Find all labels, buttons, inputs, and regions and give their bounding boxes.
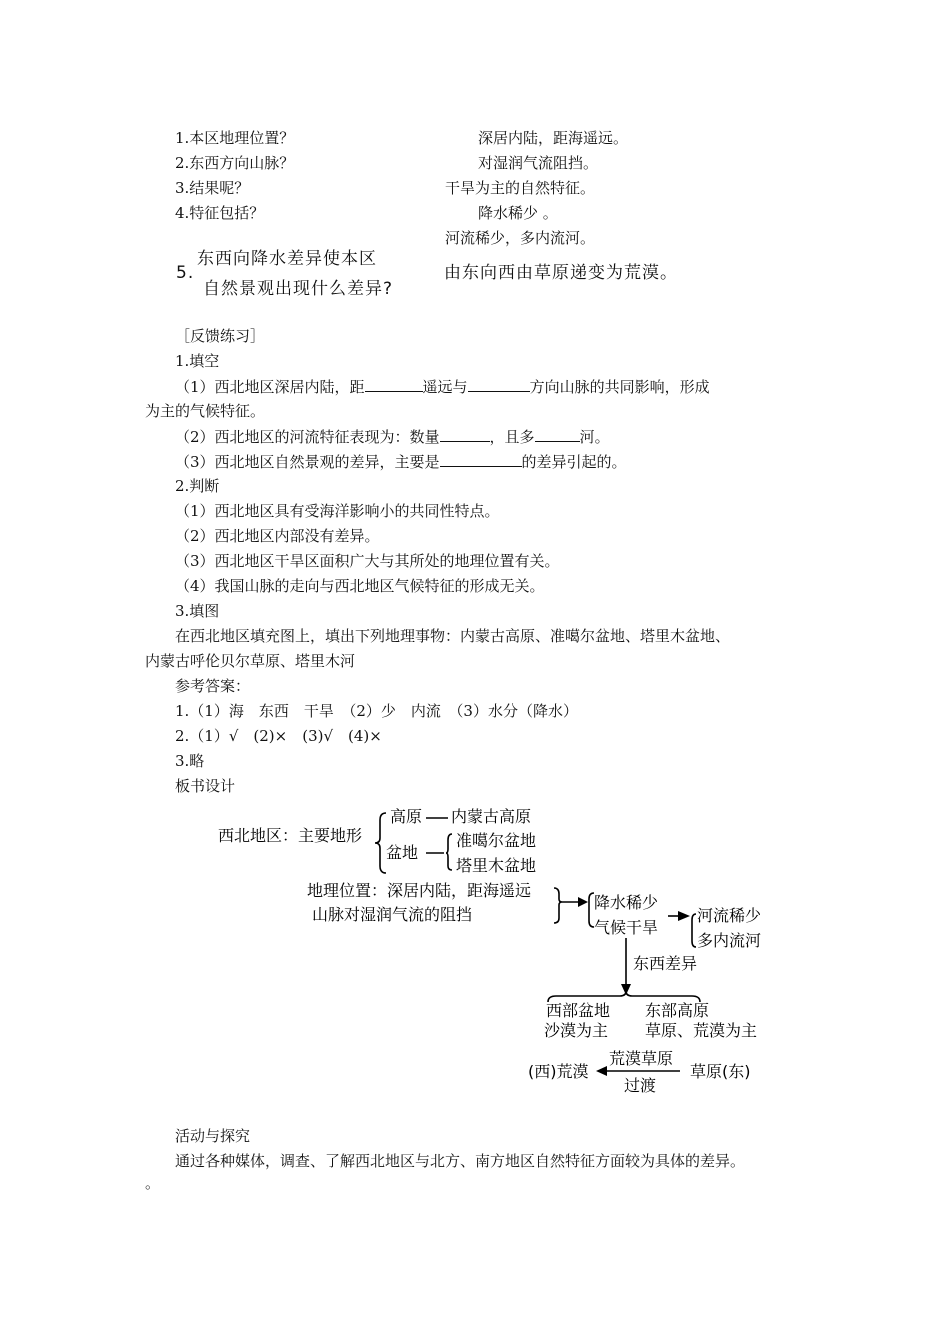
activity-tail: 。 <box>145 1174 161 1192</box>
board-west-desert: (西)荒漠 <box>528 1062 589 1081</box>
board-river-2: 多内流河 <box>697 931 762 950</box>
arrowhead <box>596 1066 607 1076</box>
board-basin-1: 准噶尔盆地 <box>456 831 537 850</box>
brace-rivers <box>692 914 696 947</box>
board-basin-2: 塔里木盆地 <box>456 856 537 875</box>
arrowhead <box>678 911 690 921</box>
fill-item-1-cont: 为主的气候特征。 <box>145 402 266 420</box>
board-east-1: 东部高原 <box>645 1001 710 1020</box>
question-5-line2: 自然景观出现什么差异? <box>203 279 394 299</box>
section-fill-blank: 1.填空 <box>175 352 220 370</box>
judge-item-2: （2）西北地区内部没有差异。 <box>175 527 380 545</box>
board-plateau: 高原 <box>390 807 423 826</box>
fill-item-3-text-b: 的差异引起的。 <box>521 453 627 471</box>
board-dry: 气候干旱 <box>594 918 659 937</box>
board-east-west: 东西差异 <box>633 954 698 973</box>
answer-3: 干旱为主的自然特征。 <box>445 179 596 197</box>
board-desert-steppe: 荒漠草原 <box>609 1049 674 1068</box>
question-2: 2.东西方向山脉？ <box>175 154 295 172</box>
brace-landform <box>375 813 386 873</box>
board-plateau-name: 内蒙古高原 <box>451 807 532 826</box>
board-west-1: 西部盆地 <box>546 1001 611 1020</box>
board-region: 西北地区：主要地形 <box>218 826 363 845</box>
answer-4: 降水稀少 。 <box>478 204 558 222</box>
section-judge: 2.判断 <box>175 477 220 495</box>
answer-line-2: 2.（1）√ (2)× (3)√ (4)× <box>175 727 382 745</box>
answer-2: 对湿润气流阻挡。 <box>478 154 599 172</box>
judge-item-1: （1）西北地区具有受海洋影响小的共同性特点。 <box>175 502 500 520</box>
board-west-2: 沙漠为主 <box>544 1021 609 1040</box>
question-3: 3.结果呢？ <box>175 179 250 197</box>
fill-item-1-text-a: （1）西北地区深居内陆，距 <box>175 378 365 396</box>
answer-4b: 河流稀少，多内流河。 <box>445 229 596 247</box>
board-rain: 降水稀少 <box>594 893 659 912</box>
board-title: 板书设计 <box>175 777 236 795</box>
fill-item-2-text-b: ，且多 <box>489 428 535 446</box>
answer-line-3: 3.略 <box>175 752 205 770</box>
activity-title: 活动与探究 <box>175 1127 251 1145</box>
feedback-title: ［反馈练习］ <box>175 327 266 345</box>
section-map: 3.填图 <box>175 602 220 620</box>
fill-item-2-text-a: （2）西北地区的河流特征表现为：数量 <box>175 428 440 446</box>
board-river-1: 河流稀少 <box>697 906 762 925</box>
fill-item-1-text-c: 方向山脉的共同影响，形成 <box>529 378 710 396</box>
judge-item-3: （3）西北地区干旱区面积广大与其所处的地理位置有关。 <box>175 552 560 570</box>
question-1: 1.本区地理位置？ <box>175 129 295 147</box>
board-east-2: 草原、荒漠为主 <box>645 1021 758 1040</box>
question-4: 4.特征包括？ <box>175 204 265 222</box>
brace-basins <box>446 834 452 870</box>
activity-text: 通过各种媒体，调查、了解西北地区与北方、南方地区自然特征方面较为具体的差异。 <box>175 1152 746 1170</box>
answers-title: 参考答案： <box>175 677 251 695</box>
fill-item-3-text-a: （3）西北地区自然景观的差异，主要是 <box>175 453 440 471</box>
brace-location <box>554 888 562 923</box>
answer-line-1: 1.（1）海 东西 干旱 （2）少 内流 （3）水分（降水） <box>175 702 578 720</box>
board-basin: 盆地 <box>386 843 419 862</box>
judge-item-4: （4）我国山脉的走向与西北地区气候特征的形成无关。 <box>175 577 545 595</box>
arrowhead <box>578 897 588 907</box>
board-east-grassland: 草原(东) <box>690 1062 751 1081</box>
board-transition: 过渡 <box>624 1076 657 1095</box>
fill-item-2-text-c: 河。 <box>579 428 610 446</box>
question-5-line1: 东西向降水差异使本区 <box>197 249 377 269</box>
fill-item-1-text-b: 遥远与 <box>422 378 468 396</box>
map-task-line1: 在西北地区填充图上，填出下列地理事物：内蒙古高原、准噶尔盆地、塔里木盆地、 <box>175 627 731 645</box>
board-location-1: 地理位置：深居内陆，距海遥远 <box>307 881 532 900</box>
map-task-line2: 内蒙古呼伦贝尔草原、塔里木河 <box>145 652 356 670</box>
answer-1: 深居内陆，距海遥远。 <box>478 129 629 147</box>
question-5-number: 5. <box>176 263 195 283</box>
answer-5: 由东向西由草原递变为荒漠。 <box>444 263 678 283</box>
board-location-2: 山脉对湿润气流的阻挡 <box>312 905 473 924</box>
